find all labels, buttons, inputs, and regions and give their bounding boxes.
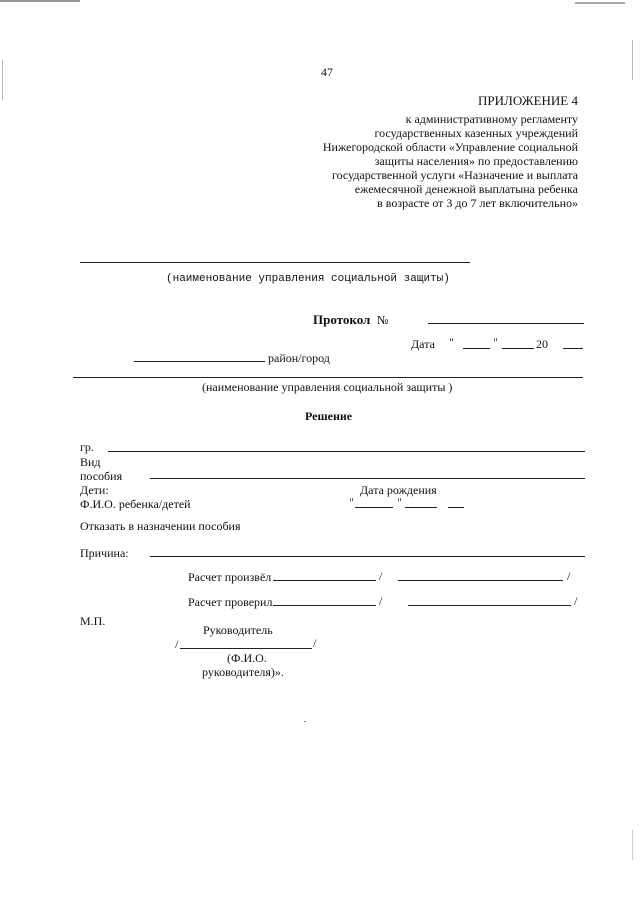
date-label: Дата bbox=[411, 337, 435, 351]
appendix-line: к административному регламенту bbox=[405, 112, 578, 126]
birth-quote-close: " bbox=[397, 495, 402, 509]
protocol-number-line bbox=[428, 323, 584, 324]
district-line bbox=[134, 361, 265, 362]
protocol-number-sign: № bbox=[377, 313, 389, 327]
department-line bbox=[73, 377, 583, 378]
calc-made-slash: / bbox=[379, 569, 383, 583]
head-slash-close: / bbox=[313, 636, 317, 650]
date-quote-open: " bbox=[449, 335, 454, 349]
date-year-line bbox=[563, 348, 583, 349]
calc-made-slash-end: / bbox=[567, 569, 571, 583]
benefit-type-label: Вид bbox=[80, 455, 101, 469]
dept-name-line bbox=[80, 262, 470, 263]
calc-checked-slash: / bbox=[379, 594, 383, 608]
calc-checked-line bbox=[273, 605, 376, 606]
appendix-line: защиты населения» по предоставлению bbox=[374, 154, 578, 168]
calc-made-name-line bbox=[398, 580, 563, 581]
scan-artifact bbox=[632, 40, 633, 80]
district-label: район/город bbox=[268, 351, 330, 365]
birth-day-line bbox=[355, 507, 393, 508]
date-quote-close: " bbox=[493, 335, 498, 349]
stamp-label: М.П. bbox=[80, 614, 106, 628]
decision-title: Решение bbox=[305, 409, 353, 423]
protocol-label: Протокол bbox=[313, 312, 371, 327]
birth-month-line bbox=[405, 507, 437, 508]
head-slash-open: / bbox=[175, 637, 179, 651]
calc-checked-label: Расчет проверил bbox=[188, 595, 273, 609]
appendix-line: государственных казенных учреждений bbox=[374, 126, 578, 140]
calc-checked-slash-end: / bbox=[574, 594, 578, 608]
appendix-line: ежемесячной денежной выплатына ребенка bbox=[354, 182, 578, 196]
birth-date-label: Дата рождения bbox=[360, 483, 437, 497]
benefit-type-label-2: пособия bbox=[80, 469, 123, 483]
department-caption: (наименование управления социальной защиты ) bbox=[202, 380, 453, 394]
reason-line bbox=[150, 556, 585, 557]
appendix-line: государственной услуги «Назначение и выплата bbox=[331, 168, 578, 182]
scan-artifact bbox=[304, 721, 306, 722]
head-signature-line bbox=[180, 648, 312, 649]
citizen-line bbox=[108, 451, 585, 452]
calc-made-line bbox=[273, 580, 376, 581]
birth-quote-open: " bbox=[349, 495, 354, 509]
scan-artifact bbox=[2, 60, 3, 100]
head-fio-caption-2: руководителя)». bbox=[202, 665, 284, 679]
benefit-type-line bbox=[150, 478, 585, 479]
head-fio-caption: (Ф.И.О. bbox=[227, 651, 267, 665]
date-day-line bbox=[463, 348, 490, 349]
appendix-title: ПРИЛОЖЕНИЕ 4 bbox=[478, 93, 578, 108]
dept-name-caption: (наименование управления социальной защиты) bbox=[166, 273, 450, 285]
page-number: 47 bbox=[321, 65, 333, 79]
children-label: Дети: bbox=[80, 483, 109, 497]
citizen-label: гр. bbox=[80, 440, 94, 454]
child-name-label: Ф.И.О. ребенка/детей bbox=[80, 497, 191, 511]
appendix-line: в возрасте от 3 до 7 лет включительно» bbox=[377, 196, 578, 210]
date-year: 20 bbox=[536, 337, 548, 351]
scan-artifact bbox=[632, 830, 633, 860]
reason-label: Причина: bbox=[80, 546, 129, 560]
calc-made-label: Расчет произвёл bbox=[188, 570, 272, 584]
refuse-label: Отказать в назначении пособия bbox=[80, 519, 241, 533]
calc-checked-name-line bbox=[408, 605, 571, 606]
head-label: Руководитель bbox=[203, 623, 273, 637]
scan-artifact bbox=[0, 0, 80, 2]
birth-year-line bbox=[448, 507, 464, 508]
date-month-line bbox=[502, 348, 534, 349]
scan-artifact bbox=[575, 2, 625, 4]
appendix-line: Нижегородской области «Управление социальной bbox=[322, 140, 578, 154]
